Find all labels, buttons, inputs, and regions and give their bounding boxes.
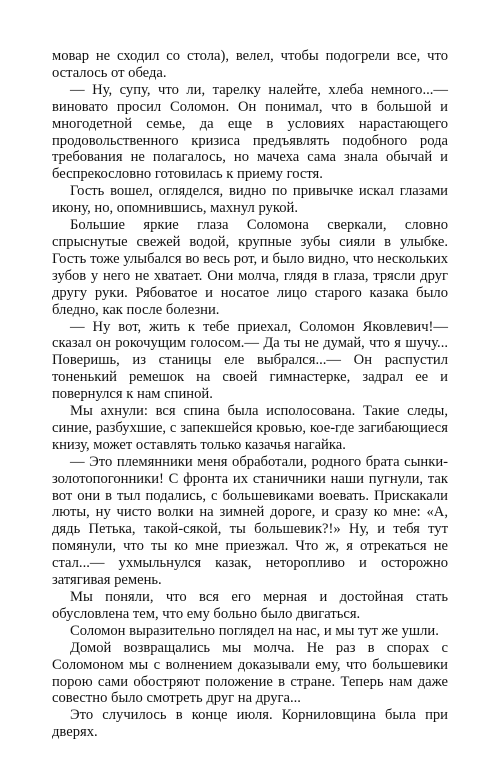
book-page-text [52,48,448,741]
paragraph: — Ну вот, жить к тебе приехал, Соломон Яковлевич!— сказал он рокочущим голосом.— Да ты не думай, что я шучу... Поверишь, из станицы еле выбрался...— Он распустил тоненький ремешок на своей гимнастерке, задрал ее и повернулся к нам спиной. [52,318,448,403]
paragraph: Большие яркие глаза Соломона сверкали, словно спрыснутые свежей водой, крупные зубы сияли в улыбке. Гость тоже улыбался во весь рот, и было видно, что нескольких зубов у него не хватает. Они молча, глядя в глаза, трясли друг другу руки. Рябоватое и носатое лицо старого казака было бледно, как после болезни. [52,217,448,318]
paragraph: Мы ахнули: вся спина была исполосована. Такие следы, синие, разбухшие, с запекшейся кровью, кое-где загибающиеся книзу, может оставлять только казачья нагайка. [52,403,448,453]
paragraph: Соломон выразительно поглядел на нас, и мы тут же ушли. [70,622,439,639]
paragraph: Гость вошел, огляделся, видно по привычке искал глазами икону, но, опомнившись, махнул рукой. [52,183,448,217]
paragraph: мовар не сходил со стола), велел, чтобы подогрели все, что осталось от обеда. [52,48,448,81]
paragraph: — Это племянники меня обработали, родного брата сынки-золотопогонники! С фронта их станичники наши пугнули, так вот они в тыл подались, с большевиками воевать. Прискакали люты, ну чисто волки на зимней дороге, и сразу ко мне: «А, дядь Петька, такой-сякой, ты большевик?!» Ну, и тебя тут помянули, что ты ко мне приезжал. Что ж, я отрекаться не стал...— ухмыльнулся казак, неторопливо и осторожно затягивая ремень. [52,453,448,589]
paragraph: Это случилось в конце июля. Корниловщина была при дверях. [52,707,448,741]
paragraph: — Ну, супу, что ли, тарелку налейте, хлеба немного...— виновато просил Соломон. Он понимал, что в большой и многодетной семье, да еще в условиях нарастающего продовольственного кризиса предъявлять подобного рода требования не полагалось, но мачеха сама знала обычай и беспрекословно готовилась к приему гостя. [52,81,448,183]
paragraph: Мы поняли, что вся его мерная и достойная стать обусловлена тем, что ему больно было двигаться. [52,589,448,622]
paragraph: Домой возвращались мы молча. Не раз в спорах с Соломоном мы с волнением доказывали ему, что большевики порою сами обостряют положение в стране. Теперь нам даже совестно было смотреть друг на друга... [52,639,448,707]
